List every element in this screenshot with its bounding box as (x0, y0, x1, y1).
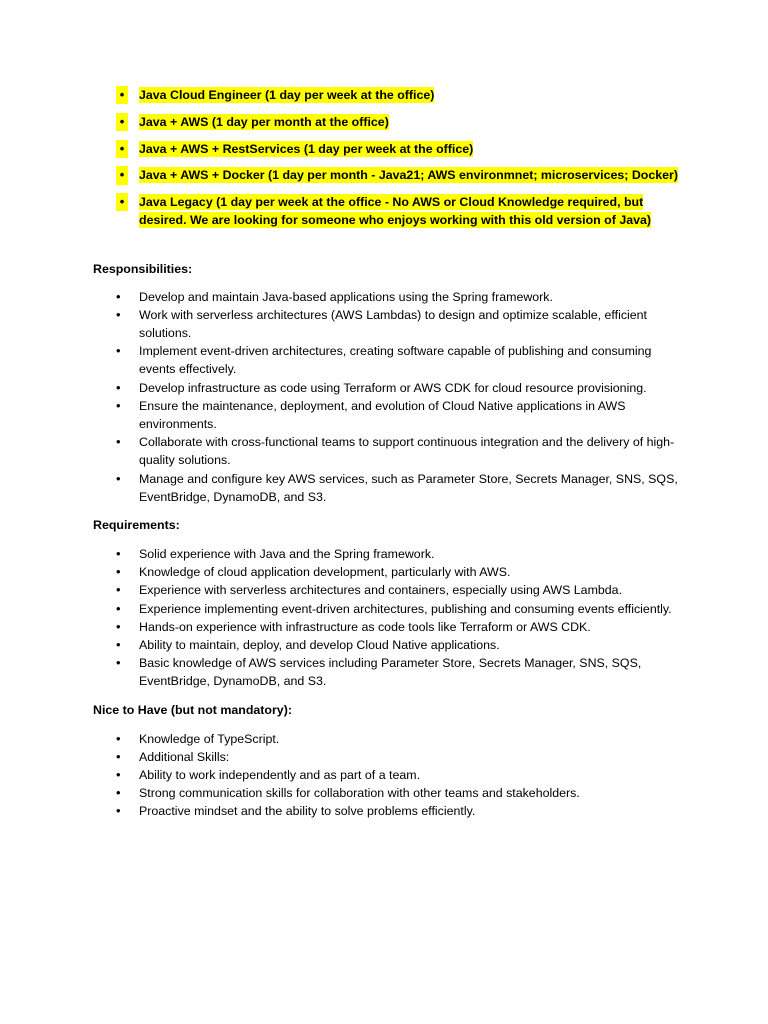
bullet-icon: • (116, 785, 121, 801)
bullet-icon: • (116, 546, 121, 562)
responsibilities-list (93, 288, 688, 506)
list-item-text: Basic knowledge of AWS services including Parameter Store, Secrets Manager, SNS, SQS, EventBridge, DynamoDB, and S3. (139, 656, 642, 689)
bullet-icon: • (116, 379, 121, 395)
list-item-text: Work with serverless architectures (AWS Lambdas) to design and optimize scalable, efficient solutions. (139, 307, 648, 340)
list-item-text: Implement event-driven architectures, creating software capable of publishing and consuming events effectively. (139, 344, 652, 377)
highlighted-job-title: Java + AWS + Docker (1 day per month - Java21; AWS environmnet; microservices; Docker) (139, 168, 678, 183)
list-item-text: Collaborate with cross-functional teams to support continuous integration and the delivery of high-quality solutions. (139, 435, 675, 468)
list-item (93, 193, 688, 229)
list-item (93, 545, 688, 563)
bullet-icon: • (116, 113, 128, 131)
bullet-icon: • (116, 470, 121, 486)
highlighted-job-list (93, 86, 688, 230)
responsibilities-heading: Responsibilities: (93, 261, 193, 276)
bullet-icon: • (116, 582, 121, 598)
list-item (93, 433, 688, 469)
list-item (93, 306, 688, 342)
list-item (93, 288, 688, 306)
list-item-text: Experience with serverless architectures and containers, especially using AWS Lambda. (139, 583, 623, 598)
nice-to-have-heading: Nice to Have (but not mandatory): (93, 702, 292, 717)
list-item (93, 563, 688, 581)
highlighted-job-title: Java + AWS (1 day per month at the office) (139, 114, 389, 129)
bullet-icon: • (116, 637, 121, 653)
list-item-text: Ensure the maintenance, deployment, and evolution of Cloud Native applications in AWS environments. (139, 398, 626, 432)
list-item (93, 140, 688, 158)
highlighted-job-title: Java + AWS + RestServices (1 day per week at the office) (139, 141, 474, 156)
list-item (93, 113, 688, 131)
requirements-list (93, 545, 688, 691)
list-item-text: Experience implementing event-driven architectures, publishing and consuming events efficiently. (139, 601, 672, 616)
list-item (93, 784, 688, 802)
list-item (93, 636, 688, 654)
bullet-icon: • (116, 193, 128, 211)
bullet-icon: • (116, 140, 128, 158)
bullet-icon: • (116, 288, 121, 304)
list-item (93, 397, 688, 433)
highlighted-job-title: Java Cloud Engineer (1 day per week at the office) (139, 88, 435, 102)
list-item-text: Ability to maintain, deploy, and develop Cloud Native applications. (139, 638, 500, 653)
list-item (93, 748, 688, 766)
bullet-icon: • (116, 767, 121, 783)
bullet-icon: • (116, 434, 121, 450)
bullet-icon: • (116, 397, 121, 413)
requirements-heading: Requirements: (93, 518, 180, 533)
list-item (93, 730, 688, 748)
list-item (93, 342, 688, 378)
list-item (93, 618, 688, 636)
bullet-icon: • (116, 166, 128, 184)
list-item (93, 766, 688, 784)
list-item-text: Knowledge of cloud application development, particularly with AWS. (139, 565, 511, 580)
list-item (93, 166, 688, 184)
bullet-icon: • (116, 748, 121, 764)
list-item (93, 86, 688, 104)
list-item-text: Knowledge of TypeScript. (139, 731, 280, 746)
bullet-icon: • (116, 306, 121, 322)
bullet-icon: • (116, 618, 121, 634)
bullet-icon: • (116, 730, 121, 746)
list-item (93, 802, 688, 820)
list-item-text: Strong communication skills for collaboration with other teams and stakeholders. (139, 786, 580, 801)
list-item (93, 581, 688, 599)
bullet-icon: • (116, 343, 121, 359)
bullet-icon: • (116, 86, 128, 104)
list-item-text: Develop and maintain Java-based applications using the Spring framework. (139, 289, 553, 304)
nice-to-have-list (93, 730, 688, 821)
list-item-text: Hands-on experience with infrastructure as code tools like Terraform or AWS CDK. (139, 619, 591, 634)
list-item-text: Solid experience with Java and the Spring framework. (139, 547, 435, 562)
list-item (93, 600, 688, 618)
bullet-icon: • (116, 564, 121, 580)
list-item (93, 654, 688, 690)
list-item (93, 470, 688, 506)
bullet-icon: • (116, 655, 121, 671)
list-item (93, 379, 688, 397)
list-item-text: Ability to work independently and as part of a team. (139, 768, 421, 783)
list-item-text: Manage and configure key AWS services, such as Parameter Store, Secrets Manager, SNS, SQS, EventBridge, DynamoDB, and S3. (139, 471, 678, 504)
highlighted-job-title: Java Legacy (1 day per week at the office - No AWS or Cloud Knowledge required, but desired. We are looking for someone who enjoys working with this old version of Java) (139, 195, 652, 228)
list-item-text: Proactive mindset and the ability to solve problems efficiently. (139, 804, 476, 819)
bullet-icon: • (116, 600, 121, 616)
list-item-text: Additional Skills: (139, 749, 230, 764)
bullet-icon: • (116, 803, 121, 819)
list-item-text: Develop infrastructure as code using Terraform or AWS CDK for cloud resource provisioning. (139, 380, 647, 395)
